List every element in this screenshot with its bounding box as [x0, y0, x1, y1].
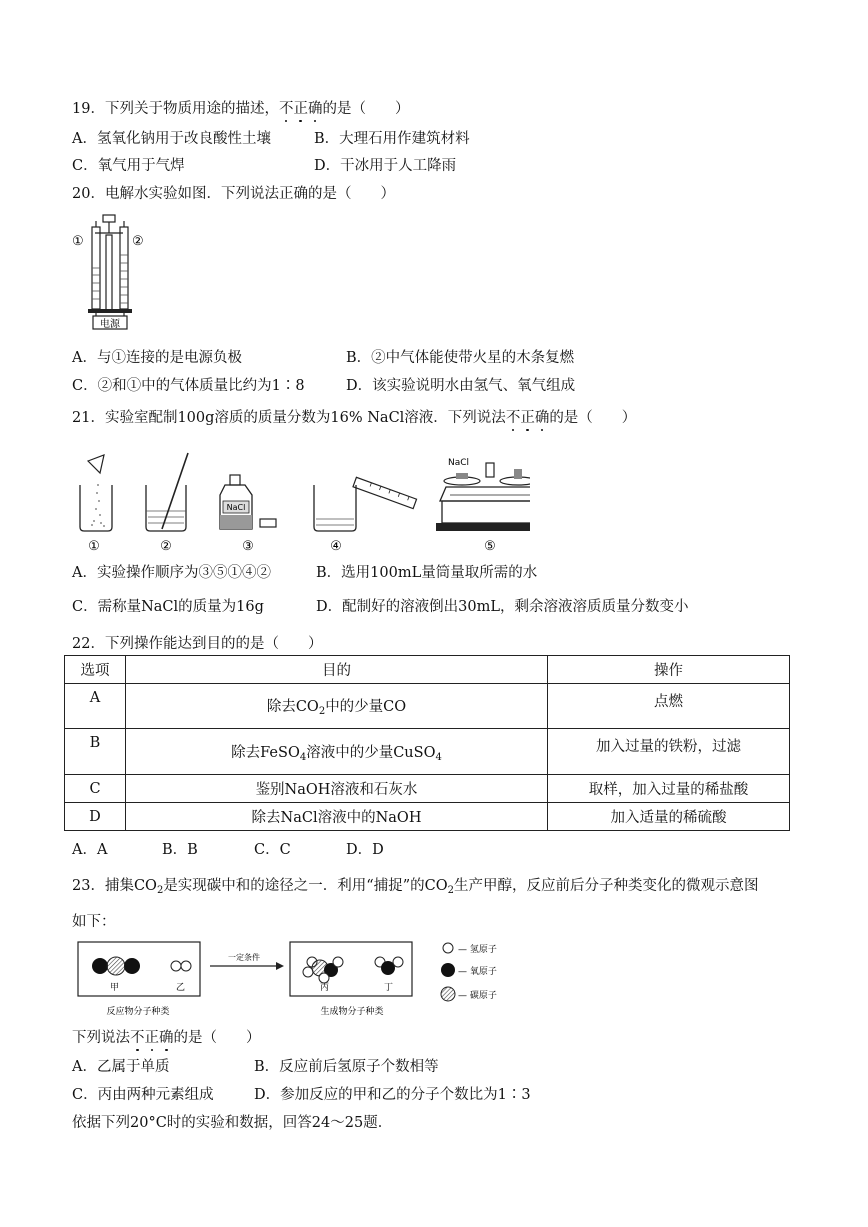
- carbon-atom: [107, 957, 125, 975]
- svg-text:④: ④: [330, 539, 342, 554]
- emphasis-char: 不: [130, 1030, 145, 1046]
- q23-stem: 23．捕集$CO_2$是实现碳中和的途径之一．利用“捕捉”的$CO_2$生产甲醇，反应前后分子种类变化的微观示意图: [72, 878, 759, 896]
- solution-preparation-figure: [70, 445, 530, 555]
- emphasis-char: 确: [534, 410, 550, 426]
- q23-option-c: C．丙由两种元素组成: [72, 1087, 214, 1103]
- cell-option: C: [65, 775, 126, 803]
- svg-text:反应物分子种类: 反应物分子种类: [106, 1007, 170, 1017]
- cell-operation: 取样，加入过量的稀盐酸: [548, 775, 790, 803]
- tube-label-2: ②: [132, 234, 144, 249]
- cell-operation: 加入适量的稀硫酸: [548, 803, 790, 831]
- q23-stem-line2: 如下：: [72, 914, 116, 930]
- q20-option-a: A．与①连接的是电源负极: [72, 350, 242, 366]
- q21-option-d: D．配制好的溶液倒出30mL，剩余溶液溶质质量分数变小: [316, 599, 689, 615]
- cell-operation: 点燃: [548, 684, 790, 729]
- legend-hydrogen-icon: [443, 943, 453, 953]
- cell-option: A: [65, 684, 126, 729]
- cell-goal: 除去FeSO$_4$溶液中的少量CuSO$_4$: [126, 729, 548, 775]
- oxygen-atom: [124, 958, 140, 974]
- emphasis-char: 不: [505, 410, 521, 426]
- q20-stem: 20．电解水实验如图．下列说法正确的是（ ）: [72, 186, 395, 202]
- electrolysis-apparatus-figure: [70, 213, 160, 331]
- header-option: 选项: [65, 656, 126, 684]
- q21-option-b: B．选用100mL量筒量取所需的水: [316, 565, 538, 581]
- legend-oxygen-icon: [441, 963, 455, 977]
- header-operation: 操作: [548, 656, 790, 684]
- svg-text:丙: 丙: [320, 983, 330, 993]
- table-row: [65, 775, 790, 803]
- svg-text:— 氢原子: — 氢原子: [458, 945, 497, 955]
- cell-goal: 鉴别NaOH溶液和石灰水: [126, 775, 548, 803]
- q19-option-a: A．氢氧化钠用于改良酸性土壤: [72, 131, 271, 147]
- q22-table: [64, 655, 790, 831]
- q20-option-d: D．该实验说明水由氢气、氧气组成: [346, 378, 576, 394]
- svg-text:⑤: ⑤: [484, 539, 496, 554]
- svg-text:一定条件: 一定条件: [228, 953, 260, 962]
- step-4-pouring-water: [314, 477, 417, 554]
- q22-answer-d: D．D: [346, 842, 384, 858]
- q22-stem: 22．下列操作能达到目的的是（ ）: [72, 636, 323, 652]
- svg-text:①: ①: [88, 539, 100, 554]
- emphasis-char: 确: [159, 1030, 174, 1046]
- emphasis-char: 不: [278, 101, 294, 117]
- svg-text:③: ③: [242, 539, 254, 554]
- legend-carbon-icon: [441, 987, 455, 1001]
- footer-instruction: 依据下列20°C时的实验和数据，回答24～25题．: [72, 1115, 393, 1131]
- cell-operation: 加入过量的铁粉，过滤: [548, 729, 790, 775]
- step-2-stirring: [146, 453, 188, 554]
- hydrogen-atom: [181, 961, 191, 971]
- q20-option-c: C．②和①中的气体质量比约为1∶8: [72, 378, 305, 394]
- q21-option-c: C．需称量NaCl的质量为16g: [72, 599, 264, 615]
- emphasis-char: 正: [144, 1030, 159, 1046]
- hydrogen-atom: [171, 961, 181, 971]
- q22-answer-a: A．A: [72, 842, 108, 858]
- svg-text:— 碳原子: — 碳原子: [458, 991, 497, 1001]
- step-5-balance: [436, 458, 530, 554]
- q20-option-b: B．②中气体能使带火星的木条复燃: [346, 350, 575, 366]
- svg-text:生成物分子种类: 生成物分子种类: [320, 1007, 384, 1017]
- emphasis-char: 正: [293, 101, 308, 117]
- table-row: [65, 729, 790, 775]
- svg-text:NaCl: NaCl: [448, 458, 470, 468]
- svg-text:— 氧原子: — 氧原子: [458, 967, 497, 977]
- cell-option: D: [65, 803, 126, 831]
- q23-question: 下列说法不正确的是（ ）: [72, 1030, 261, 1046]
- q22-answer-c: C．C: [254, 842, 291, 858]
- molecule-reaction-figure: [76, 938, 556, 1022]
- table-row: [65, 803, 790, 831]
- tube-label-1: ①: [72, 234, 84, 249]
- cell-option: B: [65, 729, 126, 775]
- cell-goal: 除去NaCl溶液中的NaOH: [126, 803, 548, 831]
- svg-text:丁: 丁: [384, 983, 394, 993]
- svg-text:乙: 乙: [176, 983, 186, 993]
- q22-answer-b: B．B: [162, 842, 198, 858]
- q21-stem: 21．实验室配制100g溶质的质量分数为16% NaCl溶液．下列说法不正确的是（ ）: [72, 410, 637, 426]
- q23-option-a: A．乙属于单质: [72, 1059, 170, 1075]
- cell-goal: 除去$CO_2$中的少量CO: [126, 684, 548, 729]
- q19-option-c: C．氧气用于气焊: [72, 158, 185, 174]
- q21-option-a: A．实验操作顺序为③⑤①④②: [72, 565, 271, 581]
- emphasis-char: 确: [307, 101, 323, 117]
- oxygen-atom: [92, 958, 108, 974]
- q19-option-d: D．干冰用于人工降雨: [314, 158, 457, 174]
- step-3-reagent-bottle: [220, 475, 276, 554]
- svg-text:②: ②: [160, 539, 172, 554]
- table-row: [65, 684, 790, 729]
- step-1-beaker: [80, 455, 112, 554]
- emphasis-char: 正: [520, 410, 535, 426]
- svg-text:甲: 甲: [110, 983, 120, 993]
- q19-option-b: B．大理石用作建筑材料: [314, 131, 470, 147]
- power-label: 电源: [100, 319, 120, 330]
- svg-text:NaCl: NaCl: [226, 503, 246, 512]
- header-goal: 目的: [126, 656, 548, 684]
- q19-stem: 19．下列关于物质用途的描述，不正确的是（ ）: [72, 101, 410, 117]
- q23-option-d: D．参加反应的甲和乙的分子个数比为1∶3: [254, 1087, 531, 1103]
- q23-option-b: B．反应前后氢原子个数相等: [254, 1059, 439, 1075]
- table-header-row: [65, 656, 790, 684]
